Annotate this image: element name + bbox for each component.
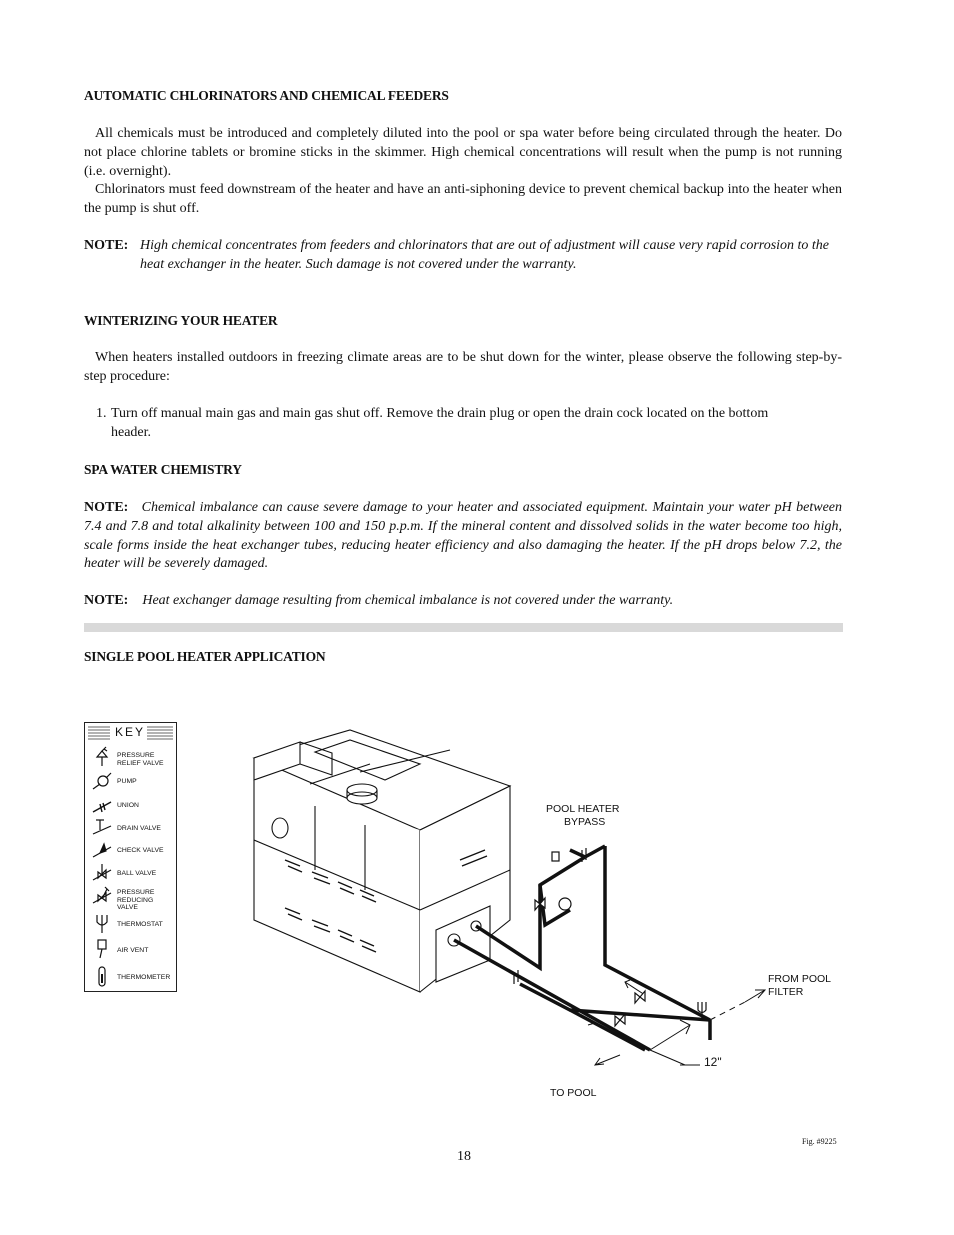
key-item: PRESSURE RELIEF VALVE [85, 745, 176, 767]
check-valve-icon [91, 838, 113, 860]
label-to-pool: TO POOL [550, 1087, 597, 1099]
key-item: BALL VALVE [85, 861, 176, 883]
pressure-reducing-valve-icon [91, 884, 113, 906]
figure-id: Fig. #9225 [802, 1137, 837, 1146]
note-label: NOTE: [84, 238, 129, 253]
label-from-line1: FROM POOL [768, 973, 832, 985]
label-from-line2: FILTER [768, 986, 804, 998]
heater-unit [254, 730, 510, 992]
pressure-relief-valve-icon [91, 745, 113, 767]
heading-spa-chemistry: SPA WATER CHEMISTRY [84, 462, 242, 477]
drain-valve-icon [91, 816, 113, 838]
thermostat-icon [91, 912, 113, 934]
label-bypass-line1: POOL HEATER [546, 803, 620, 815]
note-spa-2 [84, 592, 842, 611]
union-icon [91, 794, 113, 816]
step-number: 1. [96, 406, 107, 421]
step-text: Turn off manual main gas and main gas shut off. Remove the drain plug or open the drain cock located on the bottom header. [111, 406, 769, 440]
note-text: High chemical concentrates from feeders and chlorinators that are out of adjustment will cause very rapid corrosion to the heat exchanger in the heater. Such damage is not covered under the warranty. [140, 238, 830, 272]
key-item: DRAIN VALVE [85, 816, 176, 838]
paragraph-winterizing: When heaters installed outdoors in freezing climate areas are to be shut down for the winter, please observe the following step-by-step procedure: [84, 350, 842, 384]
paragraph-chlorinators-2: Chlorinators must feed downstream of the heater and have an anti-siphoning device to prevent chemical backup into the heater when the pump is shut off. [84, 182, 842, 216]
list-item-step-1 [96, 405, 796, 443]
note-label: NOTE: [84, 593, 129, 608]
key-item: UNION [85, 794, 176, 816]
key-item: CHECK VALVE [85, 838, 176, 860]
note-text: Heat exchanger damage resulting from chemical imbalance is not covered under the warranty. [142, 593, 674, 608]
key-item: PRESSURE REDUCING VALVE [85, 884, 176, 906]
valve-symbols [514, 848, 706, 1026]
key-item: AIR VENT [85, 938, 176, 960]
key-item: THERMOMETER [85, 966, 176, 988]
air-vent-icon [91, 938, 113, 960]
note-spa-1 [84, 499, 842, 574]
note-text: Chemical imbalance can cause severe damage to your heater and associated equipment. Maintain your water pH between 7.4 and 7.8 and total alkalinity between 100 and 150 p.p.m. If the mineral content and dissolved solids in the water become too high, scale forms inside the heat exchanger tubes, reducing heater efficiency and also damaging the heater. If the pH drops below 7.2, the heater will be severely damaged. [84, 500, 843, 572]
key-item: PUMP [85, 770, 176, 792]
pump-icon [91, 770, 113, 792]
label-bypass-line2: BYPASS [564, 816, 606, 828]
heading-chlorinators: AUTOMATIC CHLORINATORS AND CHEMICAL FEEDERS [84, 88, 449, 103]
label-dimension: 12" [704, 1055, 722, 1069]
note-label: NOTE: [84, 500, 129, 515]
heading-application: SINGLE POOL HEATER APPLICATION [84, 649, 326, 664]
paragraph-chlorinators-1: All chemicals must be introduced and completely diluted into the pool or spa water before being circulated through the heater. Do not place chlorine tablets or bromine sticks in the skimmer. High chemical concentrations will result when the pump is not running (i.e. overnight). [84, 126, 842, 179]
page-number: 18 [457, 1149, 471, 1164]
note-chlorinators [84, 237, 842, 275]
ball-valve-icon [91, 861, 113, 883]
heater-plumbing-diagram [240, 720, 840, 1120]
key-legend [84, 722, 177, 992]
heading-winterizing: WINTERIZING YOUR HEATER [84, 313, 278, 328]
section-divider [84, 623, 843, 632]
key-title: KEY [115, 725, 146, 739]
key-item: THERMOSTAT [85, 912, 176, 934]
thermometer-icon [91, 966, 113, 988]
